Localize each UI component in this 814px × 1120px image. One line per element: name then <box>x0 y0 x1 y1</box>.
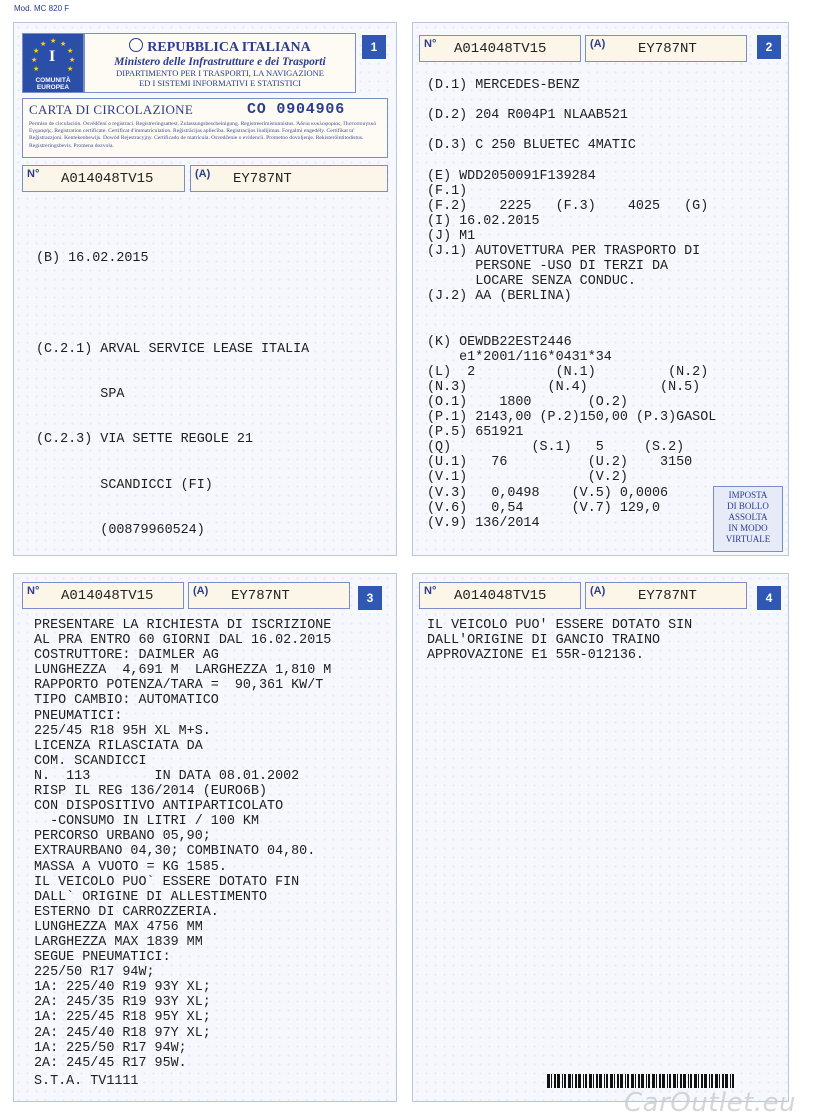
text-line: (K) OEWDB22EST2446 <box>427 334 572 350</box>
text-line: LARGHEZZA MAX 1839 MM <box>34 934 203 950</box>
text-line: (D.1) MERCEDES-BENZ <box>427 78 580 93</box>
text-line: RAPPORTO POTENZA/TARA = 90,361 KW/T <box>34 678 324 694</box>
text-line: e1*2001/116*0431*34 <box>427 349 612 365</box>
document-number-box: N° A014048TV15 <box>419 35 581 62</box>
text-line: (F.2) 2225 (F.3) 4025 (G) <box>427 198 709 214</box>
text-line: N. 113 IN DATA 08.01.2002 <box>34 768 300 784</box>
barcode <box>547 1074 735 1088</box>
text-line: SCANDICCI (FI) <box>36 477 213 493</box>
plate-box: (A) EY787NT <box>585 35 747 62</box>
text-line: (J.2) AA (BERLINA) <box>427 289 572 305</box>
text-line: (O.1) 1800 (O.2) <box>427 394 628 410</box>
text-line: (V.3) 0,0498 (V.5) 0,0006 <box>427 485 669 501</box>
form-code: Mod. MC 820 F <box>14 4 70 13</box>
text-line <box>36 296 309 311</box>
republic-emblem-icon <box>129 38 143 52</box>
plate-number: EY787NT <box>231 588 290 604</box>
text-line: (D.2) 204 R004P1 NLAAB521 <box>427 108 628 124</box>
registration-card-header <box>22 98 388 158</box>
department-line-1: DIPARTIMENTO PER I TRASPORTI, LA NAVIGAZIONE <box>116 68 324 78</box>
document-number: A014048TV15 <box>454 41 547 57</box>
text-line: 225/45 R18 95H XL M+S. <box>34 723 211 739</box>
text-line: LUNGHEZZA MAX 4756 MM <box>34 919 203 935</box>
text-line: (V.6) 0,54 (V.7) 129,0 <box>427 500 661 516</box>
text-line: (C.2.1) ARVAL SERVICE LEASE ITALIA <box>36 341 310 357</box>
text-line <box>427 153 716 168</box>
multilang-titles: Permiso de circulación. Osvědčení o registraci. Registreringsattest. Zulassungsbescheinigung. Registreerimistunnistus. Άδεια κυκλοφορίας. Πιστοποιητικό Εγγραφής. Registration certificate. Certificat d'immatriculation. Reģistrācijas apliecība. Registracijos liudijimas. Forgalmi engedély. Certifikat ta' Reģistrazzjoni. Kentekenbewijs. Dowód Rejestracyjny. Certificado de matrícula. Osvedčenie o evidencii. Prometno dovoljenje. Rekisteröintitodistus. Registreringsbevis. Promena dozvola. <box>29 121 377 149</box>
text-line: 1A: 225/45 R18 95Y XL; <box>34 1010 211 1026</box>
text-line: 1A: 225/50 R17 94W; <box>34 1040 187 1056</box>
text-line: (V.9) 136/2014 <box>427 515 540 531</box>
issuing-office: S.T.A. TV1111 <box>34 1074 139 1089</box>
text-line: (B) 16.02.2015 <box>36 251 149 267</box>
document-number: A014048TV15 <box>61 171 154 187</box>
text-line <box>427 304 716 319</box>
text-line: (F.1) <box>427 183 468 199</box>
panel-number: 4 <box>757 586 781 610</box>
eu-country-numeral: I <box>49 48 56 65</box>
text-line: SPA <box>36 387 125 403</box>
text-line: 1A: 225/40 R19 93Y XL; <box>34 980 211 996</box>
text-line: PNEUMATICI: <box>34 708 123 724</box>
ministry-header <box>84 33 356 93</box>
text-line: (E) WDD2050091F139284 <box>427 168 596 184</box>
text-line: DALL` ORIGINE DI ALLESTIMENTO <box>34 889 268 905</box>
department-line-2: ED I SISTEMI INFORMATIVI E STATISTICI <box>139 78 301 88</box>
text-line: TIPO CAMBIO: AUTOMATICO <box>34 693 219 709</box>
text-line: LUNGHEZZA 4,691 M LARGHEZZA 1,810 M <box>34 663 332 679</box>
text-line: (J) M1 <box>427 228 476 244</box>
panel-number: 2 <box>757 35 781 59</box>
text-line: IL VEICOLO PUO' ESSERE DOTATO SIN <box>427 618 693 633</box>
text-line: (Q) (S.1) 5 (S.2) <box>427 440 685 456</box>
text-line <box>427 320 716 335</box>
text-line: (V.1) (V.2) <box>427 470 628 486</box>
virtual-stamp-duty-box: IMPOSTA DI BOLLO ASSOLTA IN MODO VIRTUALE <box>713 486 783 552</box>
text-line: RISP IL REG 136/2014 (EURO6B) <box>34 784 268 800</box>
text-line: (U.1) 76 (U.2) 3150 <box>427 455 693 471</box>
text-line: MASSA A VUOTO = KG 1585. <box>34 859 227 875</box>
document-number-box: N° A014048TV15 <box>22 582 184 609</box>
text-line: (00879960524) <box>36 522 205 538</box>
plate-number: EY787NT <box>638 588 697 604</box>
panel-3-body <box>34 618 331 1071</box>
panel-2-body <box>427 78 716 531</box>
plate-number: EY787NT <box>638 41 697 57</box>
panel-4-body <box>427 618 692 663</box>
text-line: (P.1) 2143,00 (P.2)150,00 (P.3)GASOL <box>427 410 717 426</box>
plate-number: EY787NT <box>233 171 292 187</box>
plate-box: (A) EY787NT <box>585 582 747 609</box>
text-line: CON DISPOSITIVO ANTIPARTICOLATO <box>34 799 284 815</box>
text-line: (N.3) (N.4) (N.5) <box>427 379 701 395</box>
panel-3 <box>13 573 397 1102</box>
document-number-box: N° A014048TV15 <box>22 165 185 192</box>
card-number: CO 0904906 <box>247 101 346 118</box>
text-line: (D.3) C 250 BLUETEC 4MATIC <box>427 138 636 154</box>
text-line <box>427 93 716 108</box>
text-line: PERSONE -USO DI TERZI DA <box>427 259 669 275</box>
text-line: COSTRUTTORE: DAIMLER AG <box>34 648 219 664</box>
panel-1-body <box>36 221 309 568</box>
text-line: (L) 2 (N.1) (N.2) <box>427 364 709 380</box>
plate-box: (A) EY787NT <box>190 165 388 192</box>
ministry-name: Ministero delle Infrastrutture e dei Trasporti <box>114 56 326 68</box>
eu-flag: ★ ★ ★ ★ ★ ★ ★ ★ ★ I COMUNITÀ EUROPEA <box>22 33 84 93</box>
panel-2 <box>412 22 789 556</box>
panel-1 <box>13 22 397 556</box>
text-line: (P.5) 651921 <box>427 425 524 441</box>
text-line: DALL'ORIGINE DI GANCIO TRAINO <box>427 633 661 649</box>
panel-number: 1 <box>362 35 386 59</box>
panel-number: 3 <box>358 586 382 610</box>
document-number: A014048TV15 <box>454 588 547 604</box>
text-line: LICENZA RILASCIATA DA <box>34 738 203 754</box>
republic-title: REPUBBLICA ITALIANA <box>147 40 311 55</box>
text-line: (I) 16.02.2015 <box>427 213 540 229</box>
document-number: A014048TV15 <box>61 588 154 604</box>
text-line: 225/50 R17 94W; <box>34 965 155 981</box>
text-line: APPROVAZIONE E1 55R-012136. <box>427 648 644 664</box>
eu-label: COMUNITÀ EUROPEA <box>35 77 71 91</box>
text-line: PRESENTARE LA RICHIESTA DI ISCRIZIONE <box>34 618 332 633</box>
document-number-box: N° A014048TV15 <box>419 582 581 609</box>
text-line: -CONSUMO IN LITRI / 100 KM <box>34 814 259 830</box>
card-title: CARTA DI CIRCOLAZIONE <box>29 102 194 117</box>
text-line: ESTERNO DI CARROZZERIA. <box>34 904 219 920</box>
text-line: LOCARE SENZA CONDUC. <box>427 274 636 290</box>
text-line: 2A: 245/45 R17 95W. <box>34 1055 187 1071</box>
text-line: SEGUE PNEUMATICI: <box>34 950 171 966</box>
text-line: COM. SCANDICCI <box>34 753 147 769</box>
text-line: PERCORSO URBANO 05,90; <box>34 829 211 845</box>
text-line: IL VEICOLO PUO` ESSERE DOTATO FIN <box>34 874 300 890</box>
text-line <box>427 123 716 138</box>
text-line: AL PRA ENTRO 60 GIORNI DAL 16.02.2015 <box>34 633 332 649</box>
panel-4 <box>412 573 789 1102</box>
watermark: CarOutlet.eu <box>624 1088 797 1118</box>
text-line: (J.1) AUTOVETTURA PER TRASPORTO DI <box>427 244 701 260</box>
plate-box: (A) EY787NT <box>188 582 350 609</box>
text-line: 2A: 245/35 R19 93Y XL; <box>34 995 211 1011</box>
text-line: 2A: 245/40 R18 97Y XL; <box>34 1025 211 1041</box>
text-line: (C.2.3) VIA SETTE REGOLE 21 <box>36 432 253 448</box>
text-line: EXTRAURBANO 04,30; COMBINATO 04,80. <box>34 844 316 860</box>
